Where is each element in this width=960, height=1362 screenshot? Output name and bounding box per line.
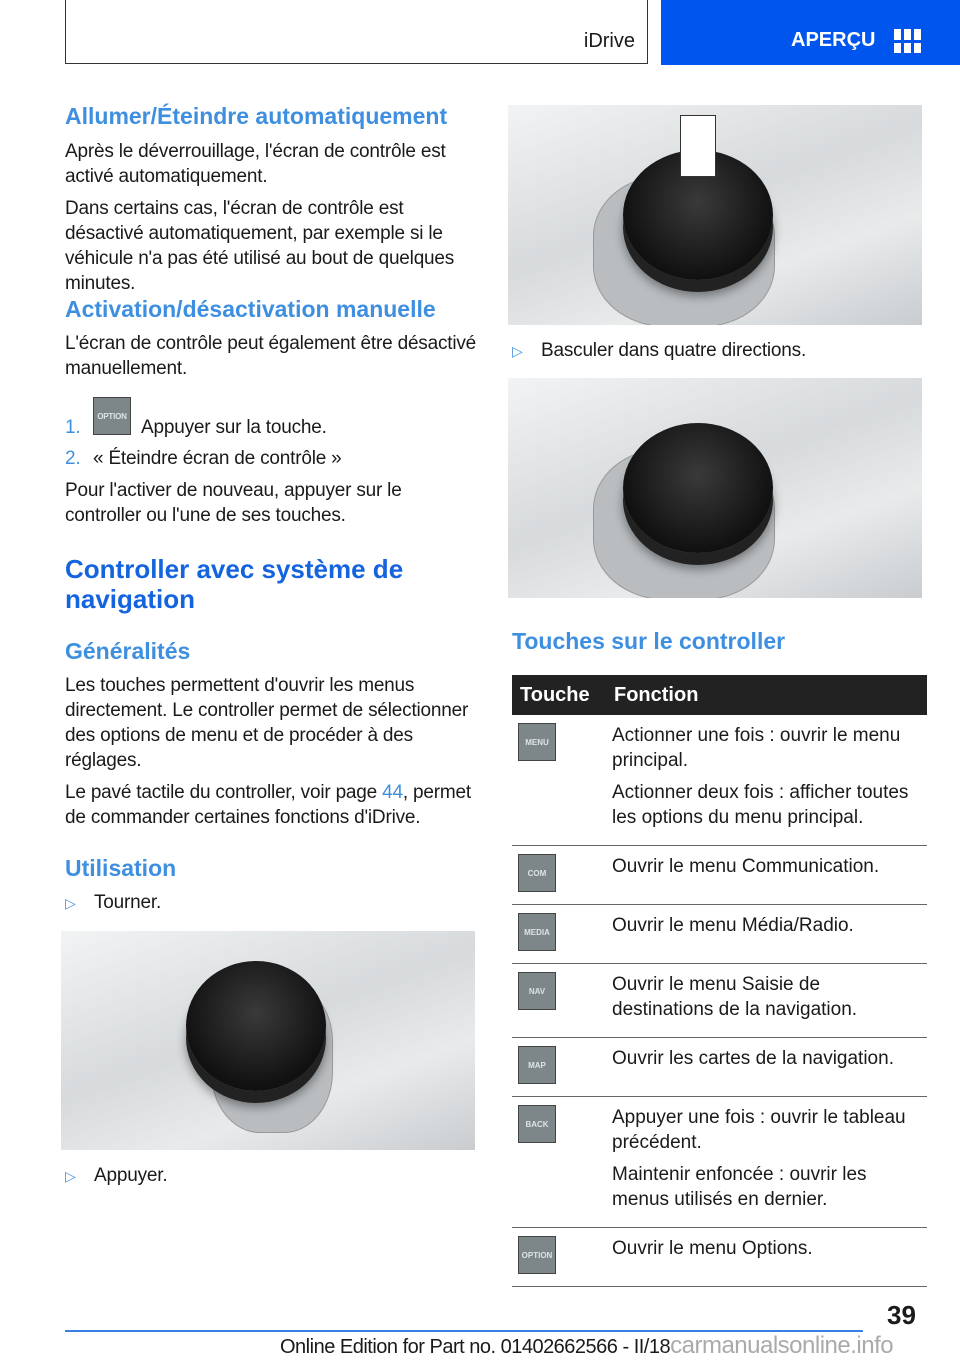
bullet-text: Tourner.: [94, 892, 162, 913]
step-1: [65, 397, 477, 440]
key-button-icon: BACK: [518, 1105, 556, 1143]
function-text: Ouvrir les cartes de la navigation.: [612, 1048, 894, 1069]
function-text: Ouvrir le menu Saisie de destinations de la navigation.: [612, 974, 858, 1020]
option-button-icon: OPTION: [93, 397, 131, 435]
heading-general: Généralités: [65, 638, 191, 664]
triangle-bullet-icon: ▷: [65, 1168, 76, 1184]
footer-edition: [280, 1332, 893, 1360]
table-row: [512, 1097, 927, 1228]
keys-table: [512, 675, 927, 1287]
para-reactivate: Pour l'activer de nouveau, appuyer sur le controller ou l'une de ses touches.: [65, 480, 402, 526]
key-cell: [512, 964, 606, 1038]
col-key: Touche: [512, 675, 606, 715]
edition-text: Online Edition for Part no. 01402662566 - II/18: [280, 1336, 671, 1358]
heading-use: Utilisation: [65, 855, 177, 881]
table-row: [512, 715, 927, 846]
page-link[interactable]: 44: [382, 782, 403, 803]
function-cell: [606, 715, 927, 846]
text: , permet de commander certaines fonctions d'iDrive.: [65, 782, 471, 828]
function-text: Ouvrir le menu Média/Radio.: [612, 915, 854, 936]
para-general-2: [65, 780, 480, 830]
step-number: 2.: [65, 448, 81, 469]
table-row: [512, 964, 927, 1038]
overview-button[interactable]: [661, 0, 960, 65]
function-text: Actionner une fois : ouvrir le menu principal.: [612, 725, 901, 771]
bullet-turn: [65, 890, 161, 916]
key-button-icon: COM: [518, 854, 556, 892]
bullet-text: Appuyer.: [94, 1165, 168, 1186]
key-button-icon: MENU: [518, 723, 556, 761]
function-cell: [606, 905, 927, 964]
function-text: Ouvrir le menu Options.: [612, 1238, 813, 1259]
key-cell: [512, 846, 606, 905]
step-text: « Éteindre écran de contrôle »: [93, 448, 342, 469]
function-cell: [606, 1038, 927, 1097]
para-auto-1: Après le déverrouillage, l'écran de contrôle est activé automatiquement.: [65, 141, 446, 187]
bullet-tilt: [512, 338, 806, 364]
table-row: [512, 905, 927, 964]
heading-auto: Allumer/Éteindre automatiquement: [65, 103, 448, 129]
key-cell: [512, 905, 606, 964]
key-button-icon: NAV: [518, 972, 556, 1010]
header-box: [65, 0, 648, 64]
function-text: Appuyer une fois : ouvrir le tableau précédent.: [612, 1107, 906, 1153]
function-text: Ouvrir le menu Communication.: [612, 856, 880, 877]
function-text: Actionner deux fois : afficher toutes les options du menu principal.: [612, 782, 909, 828]
bullet-press: [65, 1163, 167, 1189]
key-cell: [512, 1228, 606, 1287]
key-cell: [512, 1097, 606, 1228]
triangle-bullet-icon: ▷: [512, 343, 523, 359]
function-cell: [606, 964, 927, 1038]
grid-icon: [894, 29, 922, 53]
step-number: 1.: [65, 417, 81, 438]
overview-label: APERÇU: [791, 29, 876, 51]
table-row: [512, 1228, 927, 1287]
down-arrow-icon: [680, 115, 716, 177]
key-button-icon: OPTION: [518, 1236, 556, 1274]
bullet-text: Basculer dans quatre directions.: [541, 340, 807, 361]
para-manual: L'écran de contrôle peut également être désactivé manuellement.: [65, 333, 477, 379]
key-cell: [512, 1038, 606, 1097]
controller-press-image: [508, 105, 922, 325]
table-row: [512, 1038, 927, 1097]
para-general-1: Les touches permettent d'ouvrir les menus directement. Le controller permet de sélectionner des options de menu et de procéder à des réglages.: [65, 675, 469, 771]
key-button-icon: MEDIA: [518, 913, 556, 951]
table-row: [512, 846, 927, 905]
para-auto-2: Dans certains cas, l'écran de contrôle est désactivé automatiquement, par exemple si le véhicule n'a pas été utilisé au bout de quelques minutes.: [65, 198, 455, 294]
step-2: [65, 446, 477, 471]
function-cell: [606, 1097, 927, 1228]
key-cell: [512, 715, 606, 846]
function-text: Maintenir enfoncée : ouvrir les menus utilisés en dernier.: [612, 1164, 867, 1210]
controller-turn-image: [61, 931, 475, 1150]
step-text: Appuyer sur la touche.: [141, 417, 327, 438]
heading-manual: Activation/désactivation manuelle: [65, 296, 436, 322]
page-number: 39: [887, 1300, 916, 1330]
function-cell: [606, 1228, 927, 1287]
col-function: Fonction: [606, 675, 927, 715]
controller-tilt-image: [508, 378, 922, 598]
function-cell: [606, 846, 927, 905]
text: Le pavé tactile du controller, voir page: [65, 782, 383, 803]
section-title: iDrive: [583, 30, 635, 52]
heading-keys: Touches sur le controller: [512, 628, 786, 654]
triangle-bullet-icon: ▷: [65, 895, 76, 911]
key-button-icon: MAP: [518, 1046, 556, 1084]
watermark: carmanualsonline.info: [670, 1332, 894, 1359]
heading-controller: Controller avec système de navigation: [65, 554, 404, 614]
